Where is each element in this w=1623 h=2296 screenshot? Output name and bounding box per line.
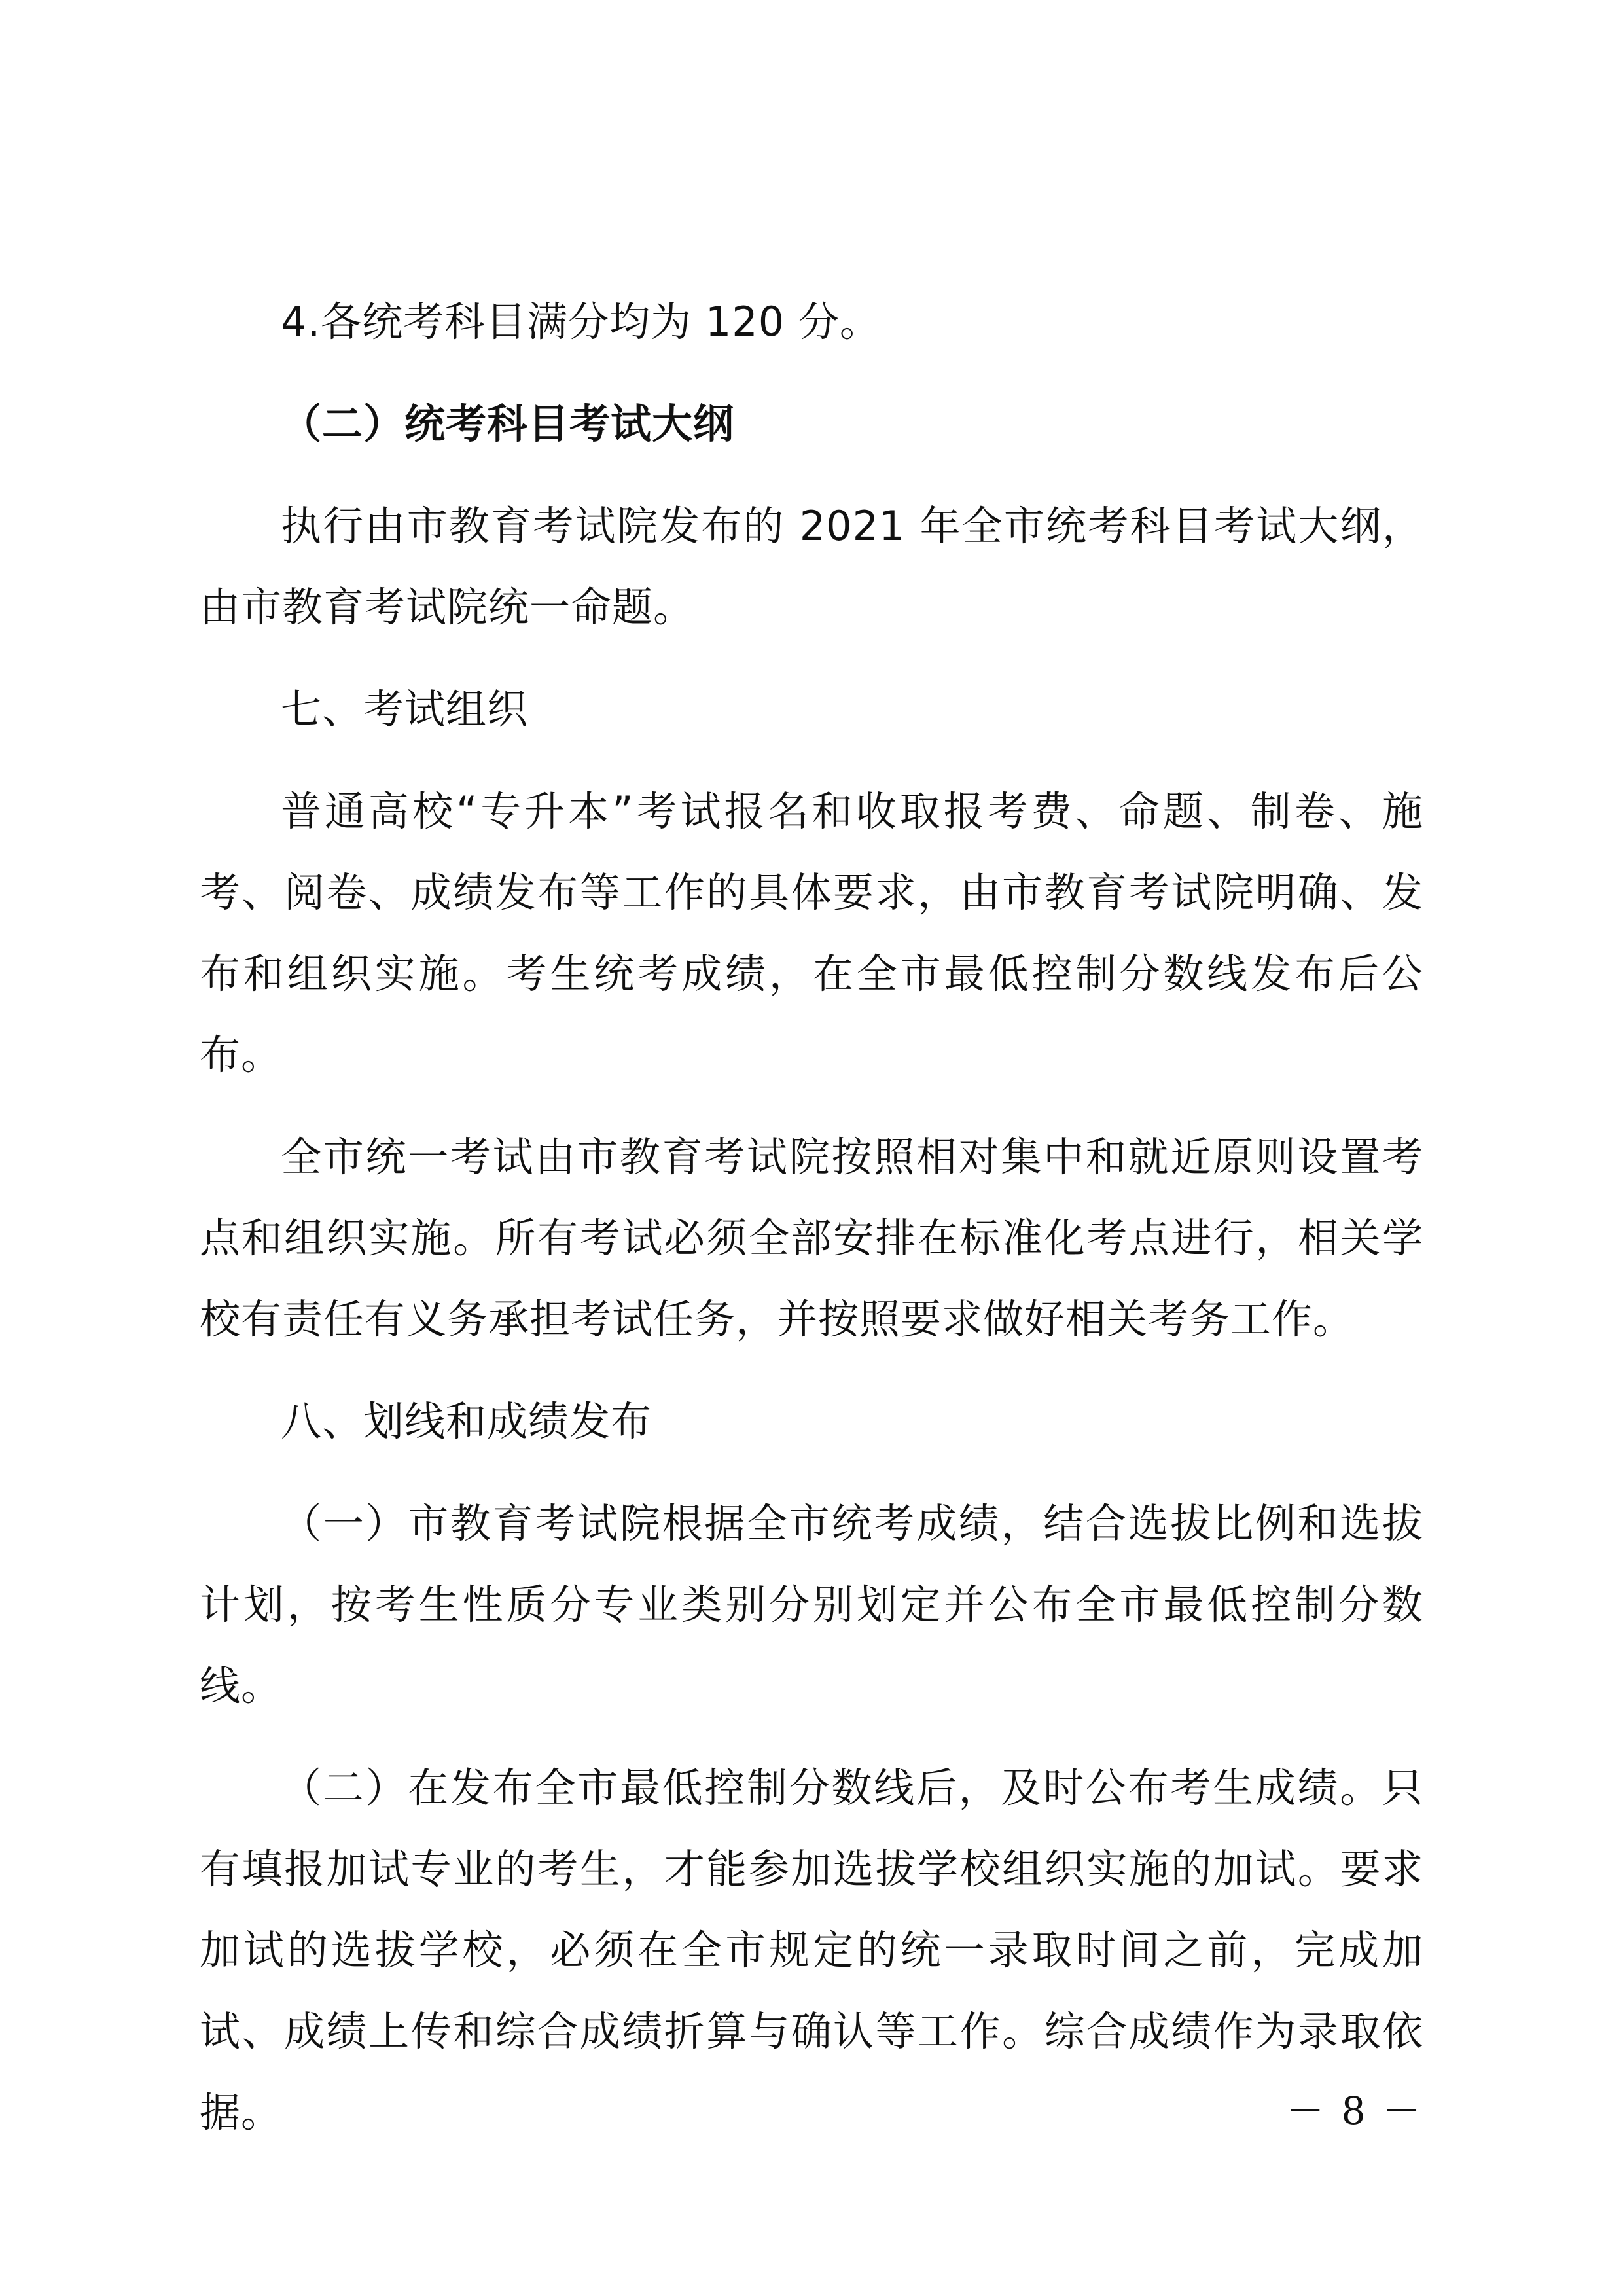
page-number: － 8 － — [1286, 2089, 1423, 2133]
section-heading-exam-organization: 七、考试组织 — [281, 685, 529, 733]
paragraph-cutoff-line: （一）市教育考试院根据全市统考成绩，结合选拔比例和选拔计划，按考生性质分专业类别分别划定并公布全市最低控制分数线。 — [200, 1499, 1423, 1710]
document-body — [200, 281, 1423, 2174]
paragraph-exam-venues: 全市统一考试由市教育考试院按照相对集中和就近原则设置考点和组织实施。所有考试必须全部安排在标准化考点进行，相关学校有责任有义务承担考试任务，并按照要求做好相关考务工作。 — [200, 1133, 1423, 1343]
paragraph-exam-registration: 普通高校“专升本”考试报名和收取报考费、命题、制卷、施考、阅卷、成绩发布等工作的具体要求，由市教育考试院明确、发布和组织实施。考生统考成绩，在全市最低控制分数线发布后公布。 — [200, 787, 1423, 1079]
section-heading-score-release: 八、划线和成绩发布 — [281, 1397, 652, 1445]
paragraph-score: 4.各统考科目满分均为 120 分。 — [281, 298, 881, 346]
section-heading-syllabus: （二）统考科目考试大纲 — [281, 400, 735, 448]
paragraph-score-publication: （二）在发布全市最低控制分数线后，及时公布考生成绩。只有填报加试专业的考生，才能参加选拔学校组织实施的加试。要求加试的选拔学校，必须在全市规定的统一录取时间之前，完成加试、成绩上传和综合成绩折算与确认等工作。综合成绩作为录取依据。 — [200, 1764, 1423, 2136]
paragraph-syllabus: 执行由市教育考试院发布的 2021 年全市统考科目考试大纲，由市教育考试院统一命题。 — [200, 502, 1423, 631]
